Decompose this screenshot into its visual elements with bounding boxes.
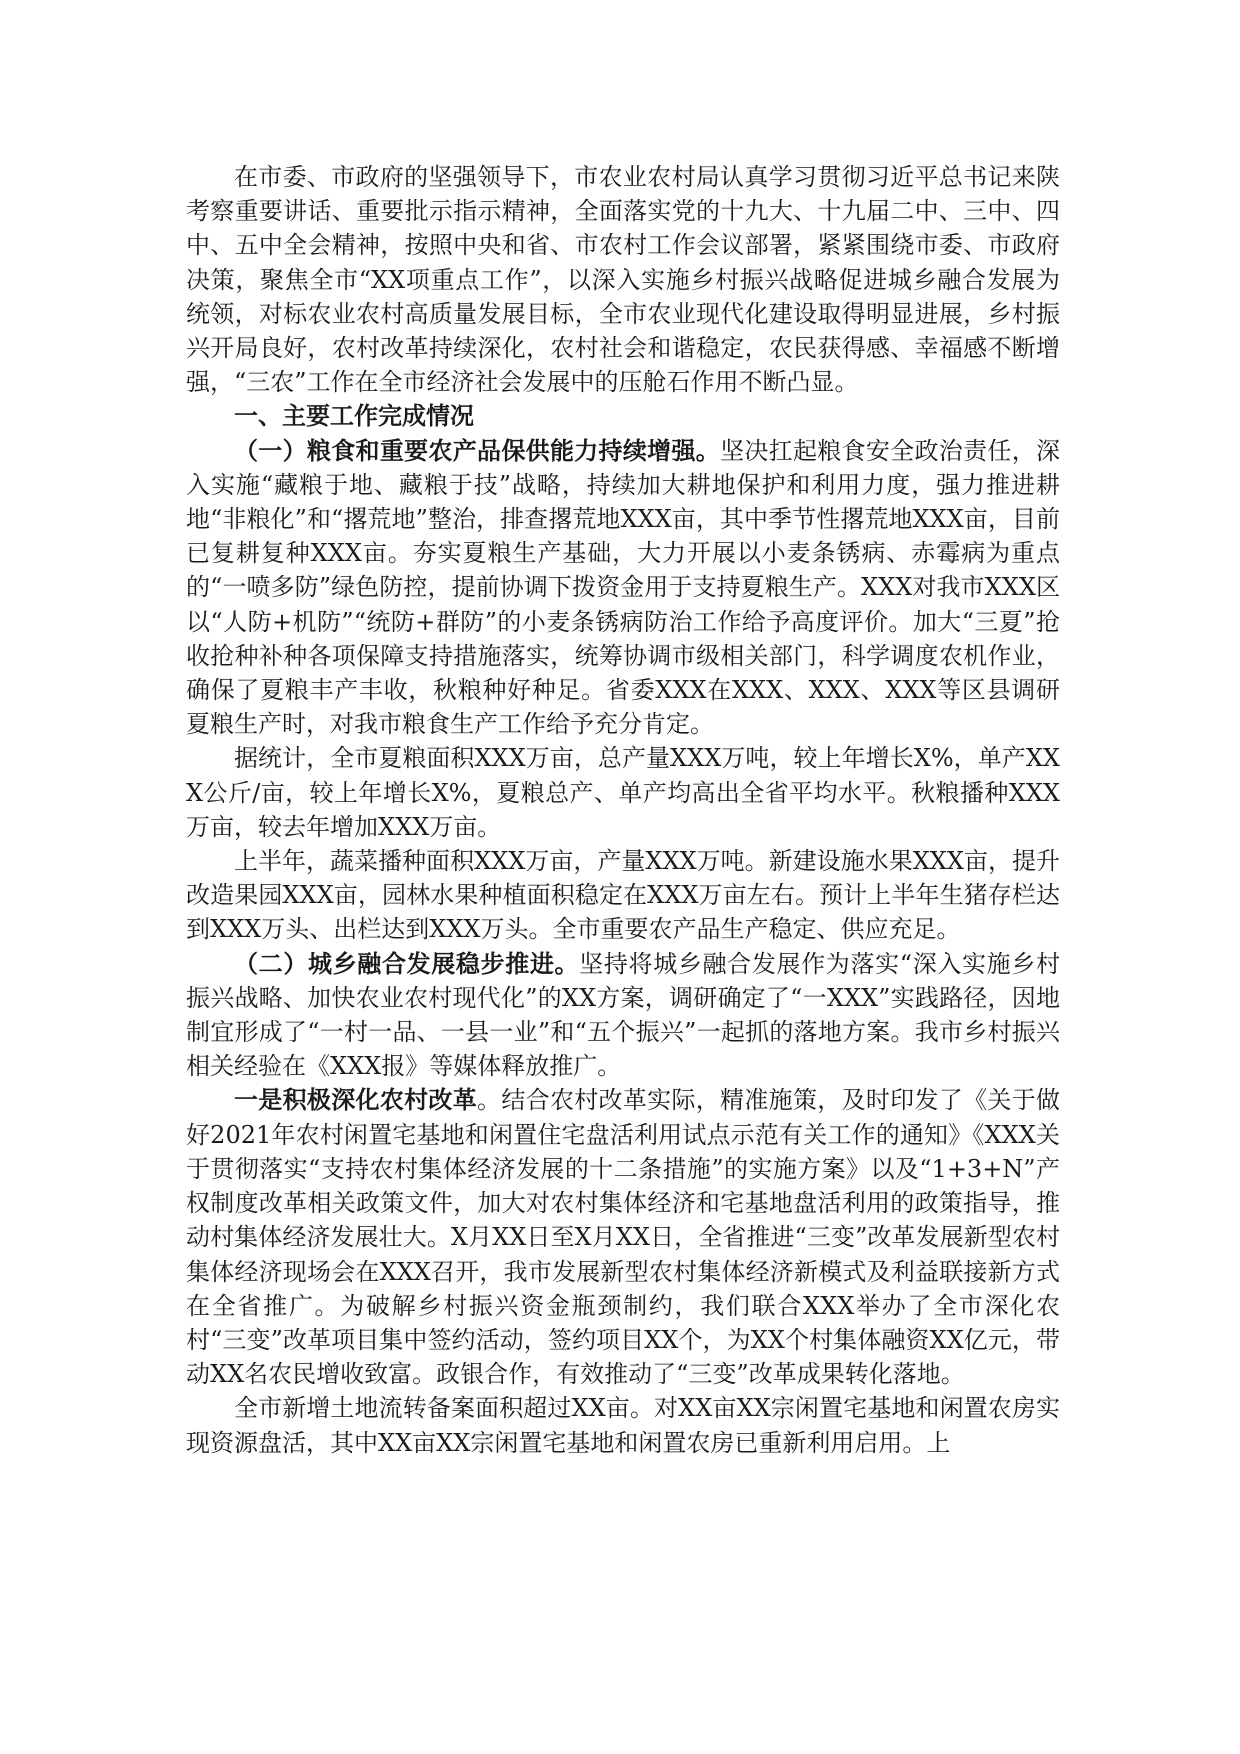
- subsection-1-title: （一）粮食和重要农产品保供能力持续增强。: [234, 435, 721, 465]
- item-1-title: 一是积极深化农村改革: [234, 1085, 478, 1115]
- subsection-2-paragraph: [186, 947, 1060, 1084]
- item-1-body: 。结合农村改革实际，精准施策，及时印发了《关于做好2021年农村闲置宅基地和闲置住宅盘活利用试点示范有关工作的通知》《XXX关于贯彻落实“支持农村集体经济发展的十二条措施”的实施方案》以及“1+3+N”产权制度改革相关政策文件，加大对农村集体经济和宅基地盘活利用的政策指导，推动村集体经济发展壮大。X月XX日至X月XX日，全省推进“三变”改革发展新型农村集体经济现场会在XXX召开，我市发展新型农村集体经济新模式及利益联接新方式在全省推广。为破解乡村振兴资金瓶颈制约，我们联合XXX举办了全市深化农村“三变”改革项目集中签约活动，签约项目XX个，为XX个村集体融资XX亿元，带动XX名农民增收致富。政银合作，有效推动了“三变”改革成果转化落地。: [186, 1086, 1060, 1389]
- section-heading-1: 一、主要工作完成情况: [234, 401, 474, 431]
- subsection-1-body: 坚决扛起粮食安全政治责任，深入实施“藏粮于地、藏粮于技”战略，持续加大耕地保护和利用力度，强力推进耕地“非粮化”和“撂荒地”整治，排查撂荒地XXX亩，其中季节性撂荒地XXX亩，目前已复耕复种XXX亩。夯实夏粮生产基础，大力开展以小麦条锈病、赤霉病为重点的“一喷多防”绿色防控，提前协调下拨资金用于支持夏粮生产。XXX对我市XXX区以“人防+机防”“统防+群防”的小麦条锈病防治工作给予高度评价。加大“三夏”抢收抢种补种各项保障支持措施落实，统筹协调市级相关部门，科学调度农机作业，确保了夏粮丰产丰收，秋粮种好种足。省委XXX在XXX、XXX、XXX等区县调研夏粮生产时，对我市粮食生产工作给予充分肯定。: [186, 436, 1061, 739]
- subsection-2-body: 坚持将城乡融合发展作为落实“深入实施乡村振兴战略、加快农业农村现代化”的XX方案，调研确定了“一XXX”实践路径，因地制宜形成了“一村一品、一县一业”和“五个振兴”一起抓的落地方案。我市乡村振兴相关经验在《XXX报》等媒体释放推广。: [186, 949, 1060, 1081]
- land-paragraph: 全市新增土地流转备案面积超过XX亩。对XX亩XX宗闲置宅基地和闲置农房实现资源盘活，其中XX亩XX宗闲置宅基地和闲置农房已重新利用启用。上: [186, 1394, 1060, 1457]
- item-1-paragraph: [186, 1083, 1060, 1391]
- subsection-2-title: （二）城乡融合发展稳步推进。: [234, 948, 580, 978]
- vegetable-paragraph: 上半年，蔬菜播种面积XXX万亩，产量XXX万吨。新建设施水果XXX亩，提升改造果园XXX亩，园林水果种植面积稳定在XXX万亩左右。预计上半年生猪存栏达到XXX万头、出栏达到XXX万头。全市重要农产品生产稳定、供应充足。: [186, 847, 1060, 944]
- document-page: [186, 160, 1060, 1460]
- subsection-1-paragraph: [186, 434, 1060, 742]
- intro-paragraph: 在市委、市政府的坚强领导下，市农业农村局认真学习贯彻习近平总书记来陕考察重要讲话、重要批示指示精神，全面落实党的十九大、十九届二中、三中、四中、五中全会精神，按照中央和省、市农村工作会议部署，紧紧围绕市委、市政府决策，聚焦全市“XX项重点工作”，以深入实施乡村振兴战略促进城乡融合发展为统领，对标农业农村高质量发展目标，全市农业现代化建设取得明显进展，乡村振兴开局良好，农村改革持续深化，农村社会和谐稳定，农民获得感、幸福感不断增强，“三农”工作在全市经济社会发展中的压舱石作用不断凸显。: [186, 163, 1060, 397]
- statistics-paragraph: 据统计，全市夏粮面积XXX万亩，总产量XXX万吨，较上年增长X%，单产XXX公斤/亩，较上年增长X%，夏粮总产、单产均高出全省平均水平。秋粮播种XXX万亩，较去年增加XXX万亩。: [186, 744, 1060, 841]
